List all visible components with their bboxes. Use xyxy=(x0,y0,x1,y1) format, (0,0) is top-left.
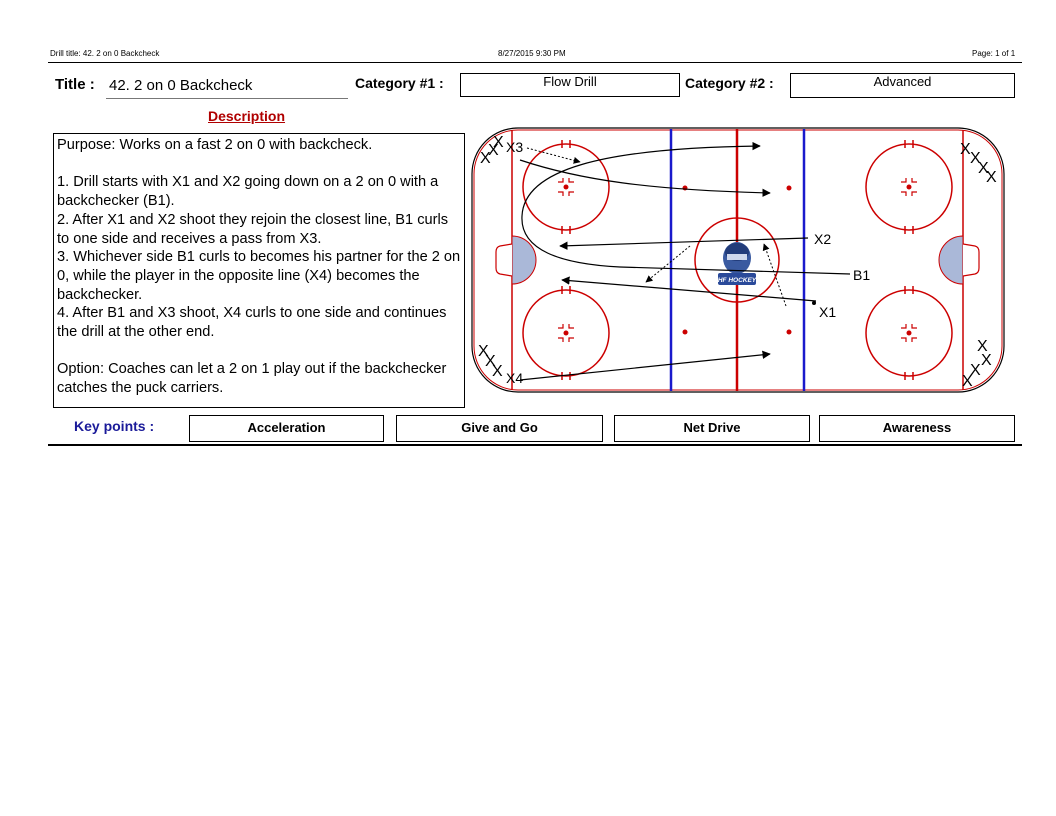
faceoff-dot xyxy=(564,331,569,336)
player-mark: X xyxy=(493,134,504,151)
logo-text: HF HOCKEY xyxy=(717,277,757,284)
player-mark: X xyxy=(492,363,503,380)
description-purpose: Purpose: Works on a fast 2 on 0 with backcheck. xyxy=(57,137,373,153)
neutral-zone-dot xyxy=(787,330,792,335)
player-mark: X xyxy=(981,352,992,369)
footer-divider xyxy=(48,444,1022,446)
key-point-net-drive: Net Drive xyxy=(614,415,810,442)
player-mark: X xyxy=(977,338,988,355)
description-option: Option: Coaches can let a 2 on 1 play out if the backchecker catches the puck carriers. xyxy=(57,361,447,397)
key-point-awareness: Awareness xyxy=(819,415,1015,442)
player-mark: X xyxy=(970,362,981,379)
date-header: 8/27/2015 9:30 PM xyxy=(498,49,566,58)
description-step-2: 2. After X1 and X2 shoot they rejoin the closest line, B1 curls to one side and receives a pass from X3. xyxy=(57,211,449,247)
neutral-zone-dot xyxy=(683,330,688,335)
net-right xyxy=(963,244,979,276)
label-x1: X1 xyxy=(819,304,837,320)
label-x2: X2 xyxy=(814,231,832,247)
label-b1: B1 xyxy=(853,267,871,283)
player-mark: X xyxy=(480,150,491,167)
category1-label: Category #1 : xyxy=(355,75,444,91)
player-mark: X xyxy=(960,141,971,158)
category2-label: Category #2 : xyxy=(685,75,774,91)
key-point-acceleration: Acceleration xyxy=(189,415,384,442)
description-box xyxy=(53,133,465,408)
rink-diagram xyxy=(468,124,1008,396)
player-mark: X xyxy=(485,353,496,370)
description-step-4: 4. After B1 and X3 shoot, X4 curls to one side and continues the drill at the other end. xyxy=(57,305,447,341)
label-x4: X4 xyxy=(506,370,524,386)
key-point-give-and-go: Give and Go xyxy=(396,415,603,442)
description-step-3: 3. Whichever side B1 curls to becomes his partner for the 2 on 0, while the player in the opposite line (X4) becomes the backchecker. xyxy=(57,249,461,303)
player-mark: X xyxy=(970,150,981,167)
drill-title-header: Drill title: 42. 2 on 0 Backcheck xyxy=(50,49,160,58)
description-step-1: 1. Drill starts with X1 and X2 going down on a 2 on 0 with a backchecker (B1). xyxy=(57,174,439,210)
faceoff-dot xyxy=(907,185,912,190)
player-mark: X xyxy=(488,142,499,159)
description-heading: Description xyxy=(208,108,286,124)
player-mark: X xyxy=(962,373,973,390)
neutral-zone-dot xyxy=(787,186,792,191)
page-number-header: Page: 1 of 1 xyxy=(972,49,1016,58)
category1-field: Flow Drill xyxy=(460,73,680,97)
header-divider xyxy=(48,62,1022,63)
player-mark: X xyxy=(986,169,997,186)
faceoff-dot xyxy=(907,331,912,336)
label-x3: X3 xyxy=(506,139,524,155)
key-points-label: Key points : xyxy=(74,418,155,434)
title-label: Title : xyxy=(55,76,95,93)
puck-dot xyxy=(812,301,816,305)
category2-field: Advanced xyxy=(790,73,1015,98)
net-left xyxy=(496,244,512,276)
title-field: 42. 2 on 0 Backcheck xyxy=(106,76,348,99)
player-mark: X xyxy=(978,160,989,177)
player-mark: X xyxy=(478,343,489,360)
faceoff-dot xyxy=(564,185,569,190)
